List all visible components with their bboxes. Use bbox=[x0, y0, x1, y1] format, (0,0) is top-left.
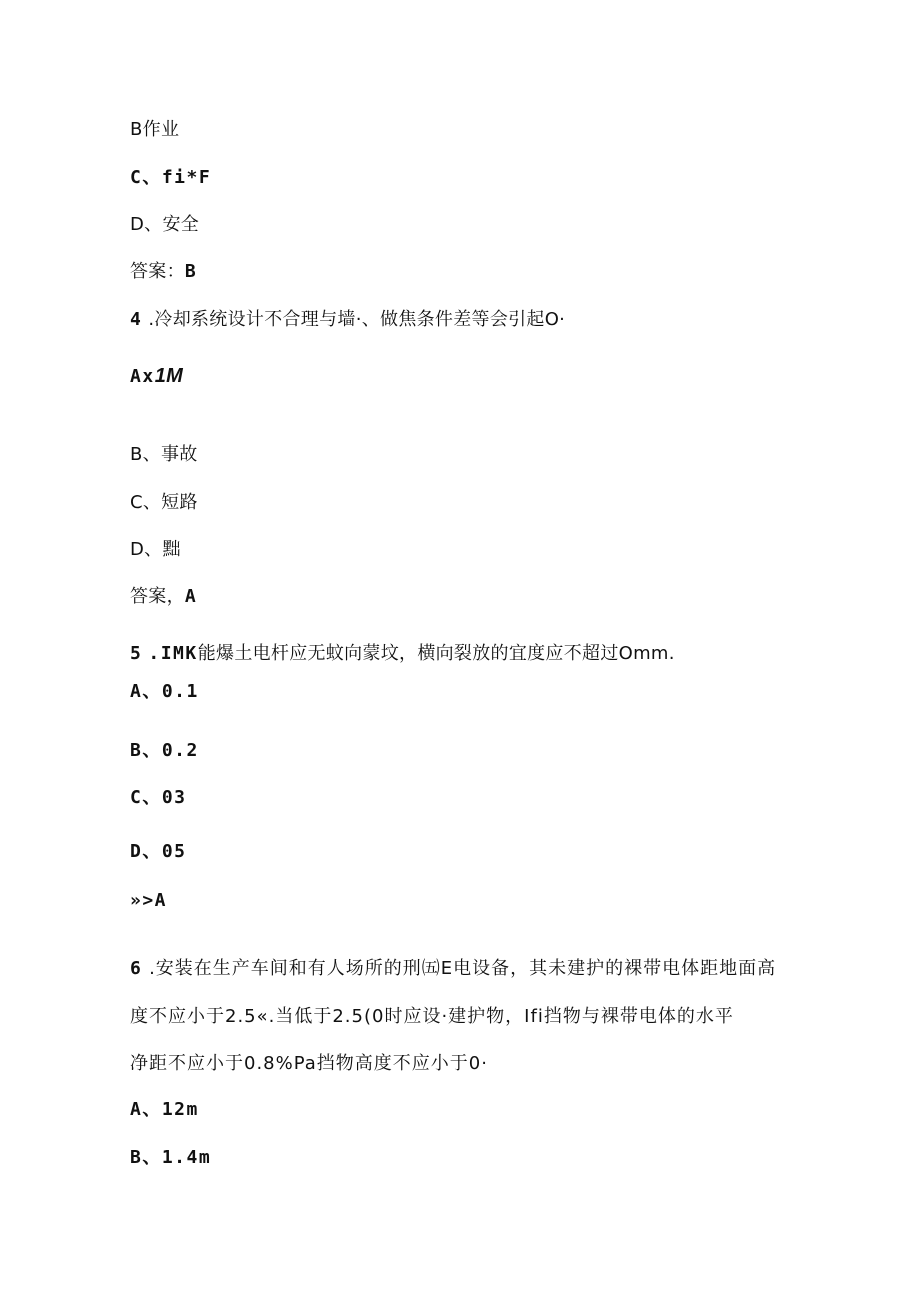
q5-option-b: B、0.2 bbox=[130, 740, 199, 761]
q4-option-d: D、黜 bbox=[130, 539, 181, 560]
q6-stem-line-1 bbox=[130, 957, 776, 981]
q3-option-c bbox=[130, 166, 211, 190]
q5-number: 5 bbox=[130, 643, 143, 664]
q4-option-b: B、事故 bbox=[130, 444, 198, 465]
q6-number: 6 bbox=[130, 958, 143, 979]
q4-stem-text: .冷却系统设计不合理与墙·、做焦条件差等会引起O· bbox=[148, 309, 566, 330]
q5-stem-text: 能爆土电杆应无蚊向蒙坟，横向裂放的宜度应不超过Omm. bbox=[197, 643, 675, 664]
q5-option-c: C、03 bbox=[130, 787, 187, 808]
q5-stem bbox=[130, 642, 675, 666]
q3-answer-value: B bbox=[184, 261, 198, 282]
q6-option-b: B、1.4m bbox=[130, 1147, 212, 1168]
q3-answer-label: 答案： bbox=[130, 261, 185, 282]
q5-option-d: D、05 bbox=[130, 841, 187, 862]
q3-option-c-prefix: C、 bbox=[130, 167, 162, 188]
q4-option-a-text: 1M bbox=[154, 365, 184, 387]
q4-number: 4 bbox=[130, 309, 143, 330]
q4-answer-value: A bbox=[184, 586, 198, 607]
q6-stem-line-3: 净距不应小于0.8%Pa挡物高度不应小于0· bbox=[130, 1053, 488, 1074]
q4-answer bbox=[130, 585, 197, 609]
q4-stem bbox=[130, 308, 565, 332]
q5-answer: »>A bbox=[130, 890, 168, 911]
q4-answer-label: 答案， bbox=[130, 586, 185, 607]
q3-option-d: D、安全 bbox=[130, 214, 200, 235]
q4-option-a bbox=[130, 364, 183, 389]
q5-option-a: A、0.1 bbox=[130, 681, 199, 702]
q3-option-c-text: fi*F bbox=[161, 167, 212, 188]
q6-stem-line-1-text: .安装在生产车间和有人场所的刑㈤E电设备，其未建护的裸带电体距地面高 bbox=[149, 958, 777, 979]
q5-stem-prefix: .IMK bbox=[148, 643, 198, 664]
q6-stem-line-2: 度不应小于2.5«.当低于2.5(0时应设·建护物，Ifi挡物与裸带电体的水平 bbox=[130, 1006, 734, 1027]
q3-option-b: B作业 bbox=[130, 119, 180, 140]
q4-option-c: C、短路 bbox=[130, 492, 198, 513]
q3-answer bbox=[130, 260, 197, 284]
q4-option-a-prefix: Ax bbox=[130, 366, 155, 387]
q6-option-a: A、12m bbox=[130, 1099, 199, 1120]
